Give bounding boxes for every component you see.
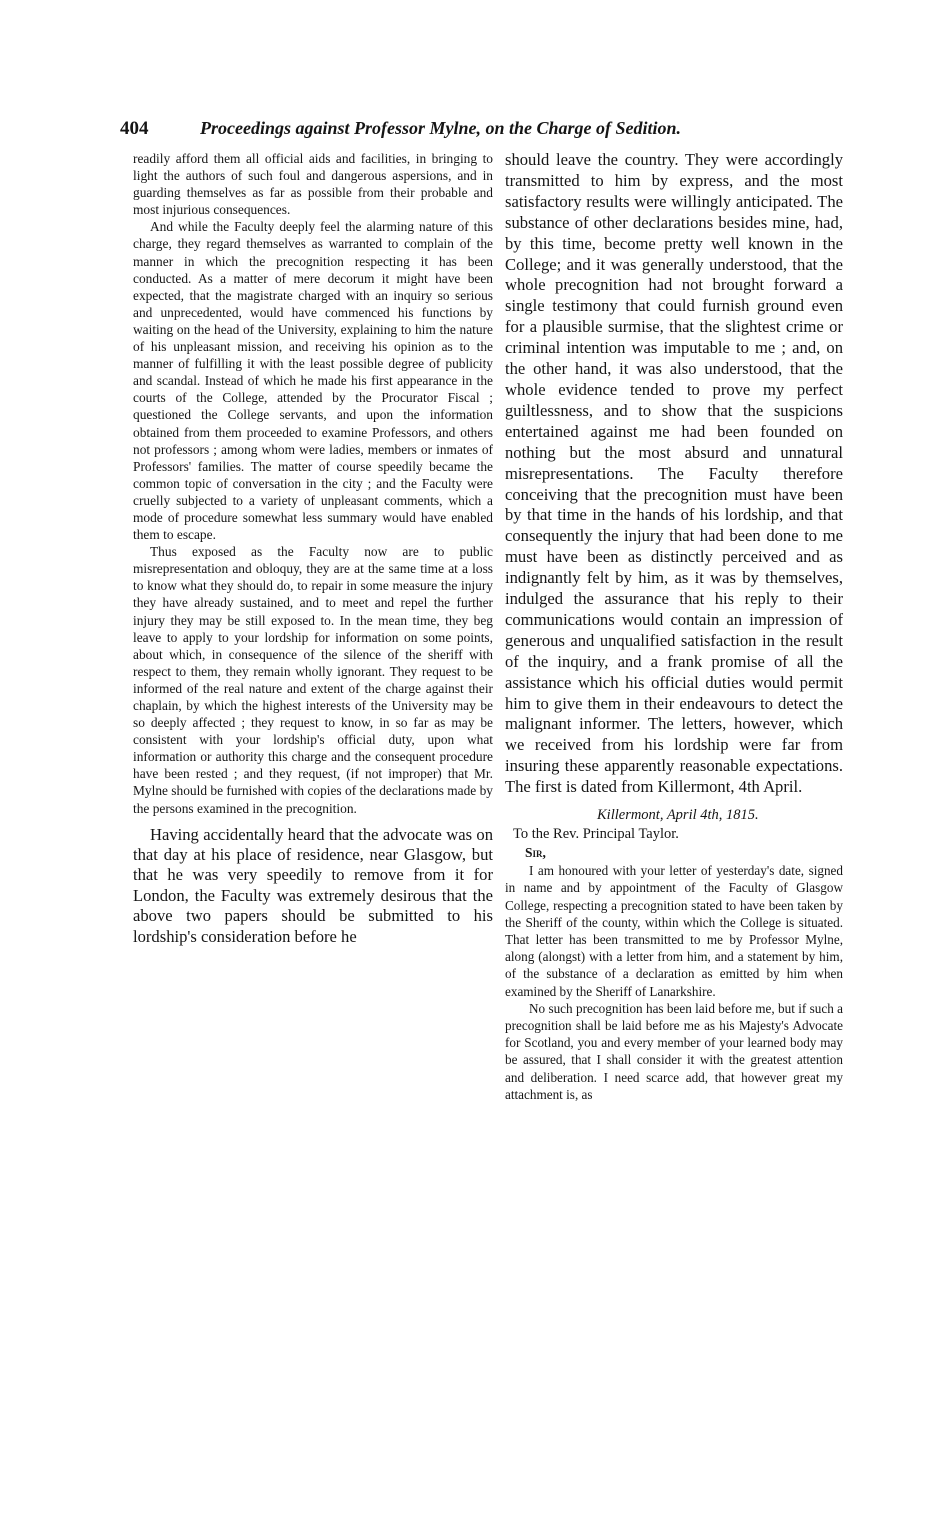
letter-paragraph-2: No such precognition has been laid before me, but if such a precognition shall be laid before me as his Majesty's Advocate for Scotland, you and every member of your learned body may be assured, that I shall consider it with the greatest attention and deliberation. I need scarce add, that however great my attachment is, as (505, 1000, 843, 1102)
left-column (133, 150, 493, 947)
letter-addressee: To the Rev. Principal Taylor. (513, 826, 679, 843)
left-paragraph-3: Thus exposed as the Faculty now are to public misrepresentation and obloquy, they are at the same time at a loss to know what they should do, to repair in some measure the injury they have already sustained, and to meet and repel the further injury they may be still exposed to. In the mean time, they beg leave to apply to your lordship for information on some points, about which, in consequence of the silence of the sheriff with respect to them, they remain wholly ignorant. They request to be informed of the real nature and extent of the charge against their chaplain, by which the highest interests of the University may be so deeply affected ; they request to know, in so far as may be consistent with your lordship's official duty, upon what information or authority this charge and the consequent procedure have been rested ; and they request, (if not improper) that Mr. Mylne should be furnished with copies of the declarations made by the persons examined in the precognition. (133, 544, 493, 816)
page-number: 404 (120, 118, 149, 139)
left-paragraph-2: And while the Faculty deeply feel the alarming nature of this charge, they regard themselves as warranted to complain of the manner in which the precognition respecting it has been conducted. As a matter of mere decorum it might have been expected, that the magistrate charged with an inquiry so serious and unprecedented, would have commenced his functions by waiting on the head of the University, explaining to him the nature of his unpleasant mission, and receiving his opinion as to the manner of fulfilling it with the least possible degree of publicity and scandal. Instead of which he made his first appearance in the courts of the College, attended by the Procurator Fiscal ; questioned the College servants, and upon the information obtained from them proceeded to examine Professors, and others not professors ; among whom were ladies, members or inmates of Professors' families. The matter of course speedily became the common topic of conversation in the city ; and the Faculty were cruelly subjected to a variety of unpleasant comments, which a mode of procedure somewhat less summary would have enabled them to escape. (133, 219, 493, 543)
running-title: Proceedings against Professor Mylne, on the Charge of Sedition. (200, 118, 682, 138)
page-header (120, 118, 840, 148)
left-narrative: Having accidentally heard that the advocate was on that day at his place of residence, near Glasgow, but that he was very speedily to remove from it for London, the Faculty was extremely desirous that the above two papers should be submitted to his lordship's consideration before he (133, 824, 493, 946)
right-column (505, 150, 843, 1103)
letter-dateline: Killermont, April 4th, 1815. (597, 807, 759, 824)
letter-paragraph-1: I am honoured with your letter of yesterday's date, signed in name and by appointment of the Faculty of Glasgow College, respecting a precognition stated to have been taken by the Sheriff of the county, within which the College is situated. That letter has been transmitted to me by Professor Mylne, along (alongst) with a letter from him, and a statement by him, of the substance of a declaration as emitted by him when examined by the Sheriff of Lanarkshire. (505, 863, 843, 999)
quoted-letter (505, 806, 843, 1103)
letter-salutation: Sir, (525, 845, 546, 861)
left-paragraph-1: readily afford them all official aids and facilities, in bringing to light the authors of such foul and dangerous aspersions, and in guarding themselves as far as possible from their probable and most injurious consequences. (133, 151, 493, 218)
right-narrative: should leave the country. They were accordingly transmitted to him by express, and the most satisfactory results were willingly anticipated. The substance of other declarations besides mine, had, by this time, become pretty well known in the College; and it was generally understood, that the whole precognition had not brought forward a single testimony that could furnish ground even for a plausible surmise, that the slightest crime or criminal intention was imputable to me ; and, on the other hand, it was also understood, that the whole evidence tended to prove my perfect guiltlessness, and to show that the suspicions entertained against me had been founded on nothing but the most absurd and unnatural misrepresentations. The Faculty therefore conceiving that the precognition must have been by that time in the hands of his lordship, and that consequently the injury that had been done to me must have been as distinctly perceived and as indignantly felt by him, as it was by themselves, indulged the assurance that his reply to their communications would contain an impression of generous and unqualified satisfaction in the result of the inquiry, and a frank promise of all the assistance which his official duties would permit him to give them in their endeavours to detect the malignant informer. The letters, however, which we received from his lordship were far from insuring these apparently reasonable expectations. The first is dated from Killermont, 4th April. (505, 150, 843, 797)
